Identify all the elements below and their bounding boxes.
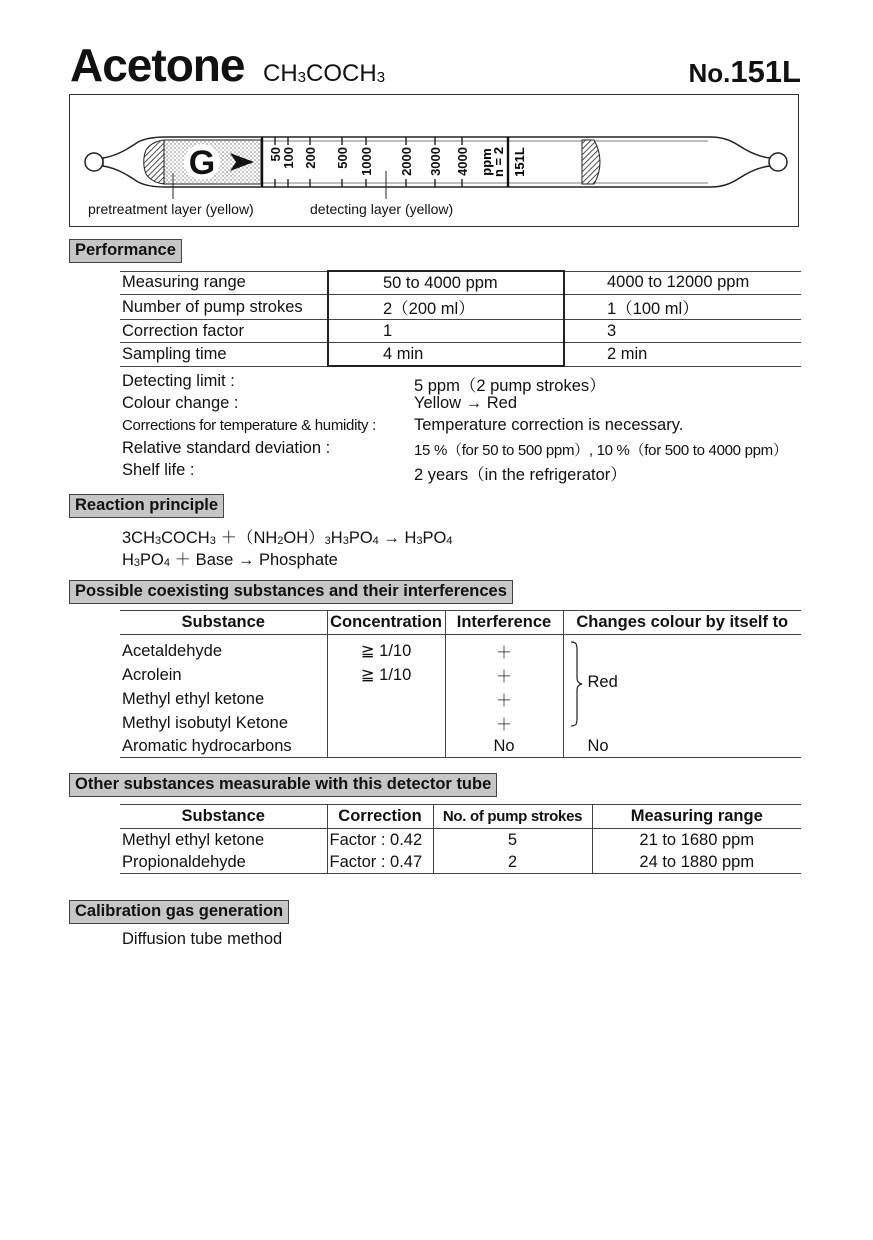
page-title: Acetone xyxy=(70,39,245,91)
range-2-value: 4000 to 12000 ppm xyxy=(564,271,801,295)
range-1-value: 4 min xyxy=(328,343,564,367)
unit-label: ppm xyxy=(479,148,494,176)
substance: Acrolein xyxy=(122,665,182,684)
row-label: Number of pump strokes xyxy=(120,295,328,320)
reaction-equation-2: $H_3PO_4$ ＋ Base → Phosphate xyxy=(122,551,338,569)
calibration-heading: Calibration gas generation xyxy=(69,900,289,924)
substance: Aromatic hydrocarbons xyxy=(120,735,327,758)
column-header: Measuring range xyxy=(592,805,801,829)
reaction-heading: Reaction principle xyxy=(69,494,224,518)
table-header-row xyxy=(120,805,801,829)
shelf-life: Shelf life : 2 years（in the refrigerator） xyxy=(122,461,627,484)
table-row xyxy=(120,343,801,367)
scale-label: 500 xyxy=(335,147,350,169)
concentration xyxy=(327,687,445,711)
row-label: Correction factor xyxy=(120,320,328,343)
substance: Methyl isobutyl Ketone xyxy=(122,713,289,732)
column-header: Changes colour by itself to xyxy=(563,611,801,635)
other-substances-table xyxy=(120,804,801,874)
table-row xyxy=(120,829,801,852)
scale-label: 200 xyxy=(303,147,318,169)
pump-strokes: 5 xyxy=(433,829,592,852)
performance-heading: Performance xyxy=(69,239,182,263)
range-2-value: 2 min xyxy=(564,343,801,367)
reaction-equation-1: $3CH_3COCH_3 +(NH_2OH)_3H_3PO_4 \to H_3PO_4$ xyxy=(122,529,453,547)
interference: ＋ xyxy=(445,635,563,664)
corrections: Corrections for temperature & humidity : Temperature correction is necessary. xyxy=(122,416,684,434)
substance: Acetaldehyde xyxy=(122,641,222,660)
concentration xyxy=(327,711,445,735)
strokes-label: n = 2 xyxy=(491,147,506,177)
table-header-row xyxy=(120,611,801,635)
substance: Methyl ethyl ketone xyxy=(122,689,265,708)
scale-label: 3000 xyxy=(428,147,443,176)
column-header: Correction xyxy=(327,805,433,829)
concentration xyxy=(327,735,445,758)
tube-left-tip xyxy=(85,153,103,171)
table-row xyxy=(120,635,801,664)
column-header: No. of pump strokes xyxy=(433,805,592,829)
red-group-cell xyxy=(563,635,801,736)
interference: No xyxy=(445,735,563,758)
scale-label: 50 xyxy=(268,147,283,162)
model-number: No.151L xyxy=(688,54,801,89)
pump-strokes: 2 xyxy=(433,851,592,874)
range-1-value: 2（200 ml） xyxy=(328,295,564,320)
measuring-range: 24 to 1880 ppm xyxy=(592,851,801,874)
calibration-method: Diffusion tube method xyxy=(122,930,283,948)
group-colour: Red xyxy=(587,673,618,691)
tube-right-tip xyxy=(769,153,787,171)
scale-label: 4000 xyxy=(455,147,470,176)
correction: Factor : 0.47 xyxy=(327,851,433,874)
scale-label: 100 xyxy=(281,147,296,169)
row-label: Sampling time xyxy=(120,343,328,367)
concentration: ≧ 1/10 xyxy=(327,635,445,664)
substance: Propionaldehyde xyxy=(120,851,327,874)
other-substances-heading: Other substances measurable with this detector tube xyxy=(69,773,497,797)
detecting-limit: Detecting limit : 5 ppm（2 pump strokes） xyxy=(122,372,606,395)
table-row xyxy=(120,271,801,295)
column-header: Substance xyxy=(120,611,327,635)
column-header: Substance xyxy=(120,805,327,829)
chemical-formula: $CH_3COCH_3$ xyxy=(263,60,386,87)
scale-label: 2000 xyxy=(399,147,414,176)
range-2-value: 3 xyxy=(564,320,801,343)
column-header: Interference xyxy=(445,611,563,635)
range-1-value: 1 xyxy=(328,320,564,343)
row-label: Measuring range xyxy=(120,271,328,295)
detecting-layer-label: detecting layer (yellow) xyxy=(310,201,454,217)
performance-table xyxy=(120,270,801,367)
detector-tube-diagram xyxy=(69,94,799,227)
substance: Methyl ethyl ketone xyxy=(122,830,265,849)
table-row xyxy=(120,851,801,874)
table-row xyxy=(120,320,801,343)
logo-g: G xyxy=(188,144,216,182)
colour-change-value: No xyxy=(563,735,801,758)
column-header: Concentration xyxy=(327,611,445,635)
interference: ＋ xyxy=(445,711,563,735)
interference: ＋ xyxy=(445,663,563,687)
range-2-value: 1（100 ml） xyxy=(564,295,801,320)
scale-label: 1000 xyxy=(359,147,374,176)
measuring-range: 21 to 1680 ppm xyxy=(592,829,801,852)
colour-change: Colour change : Yellow → Red xyxy=(122,394,518,412)
relative-standard-deviation: Relative standard deviation : 15 %（for 50 to 500 ppm）, 10 %（for 500 to 4000 ppm） xyxy=(122,439,788,459)
brace-icon xyxy=(569,641,585,727)
range-1-value: 50 to 4000 ppm xyxy=(328,271,564,295)
tube-code-label: 151L xyxy=(512,147,527,177)
coexisting-heading: Possible coexisting substances and their interferences xyxy=(69,580,513,604)
coexisting-table xyxy=(120,610,801,758)
concentration: ≧ 1/10 xyxy=(327,663,445,687)
correction: Factor : 0.42 xyxy=(327,829,433,852)
interference: ＋ xyxy=(445,687,563,711)
table-row xyxy=(120,295,801,320)
table-row xyxy=(120,735,801,758)
pretreatment-layer-label: pretreatment layer (yellow) xyxy=(88,201,254,217)
